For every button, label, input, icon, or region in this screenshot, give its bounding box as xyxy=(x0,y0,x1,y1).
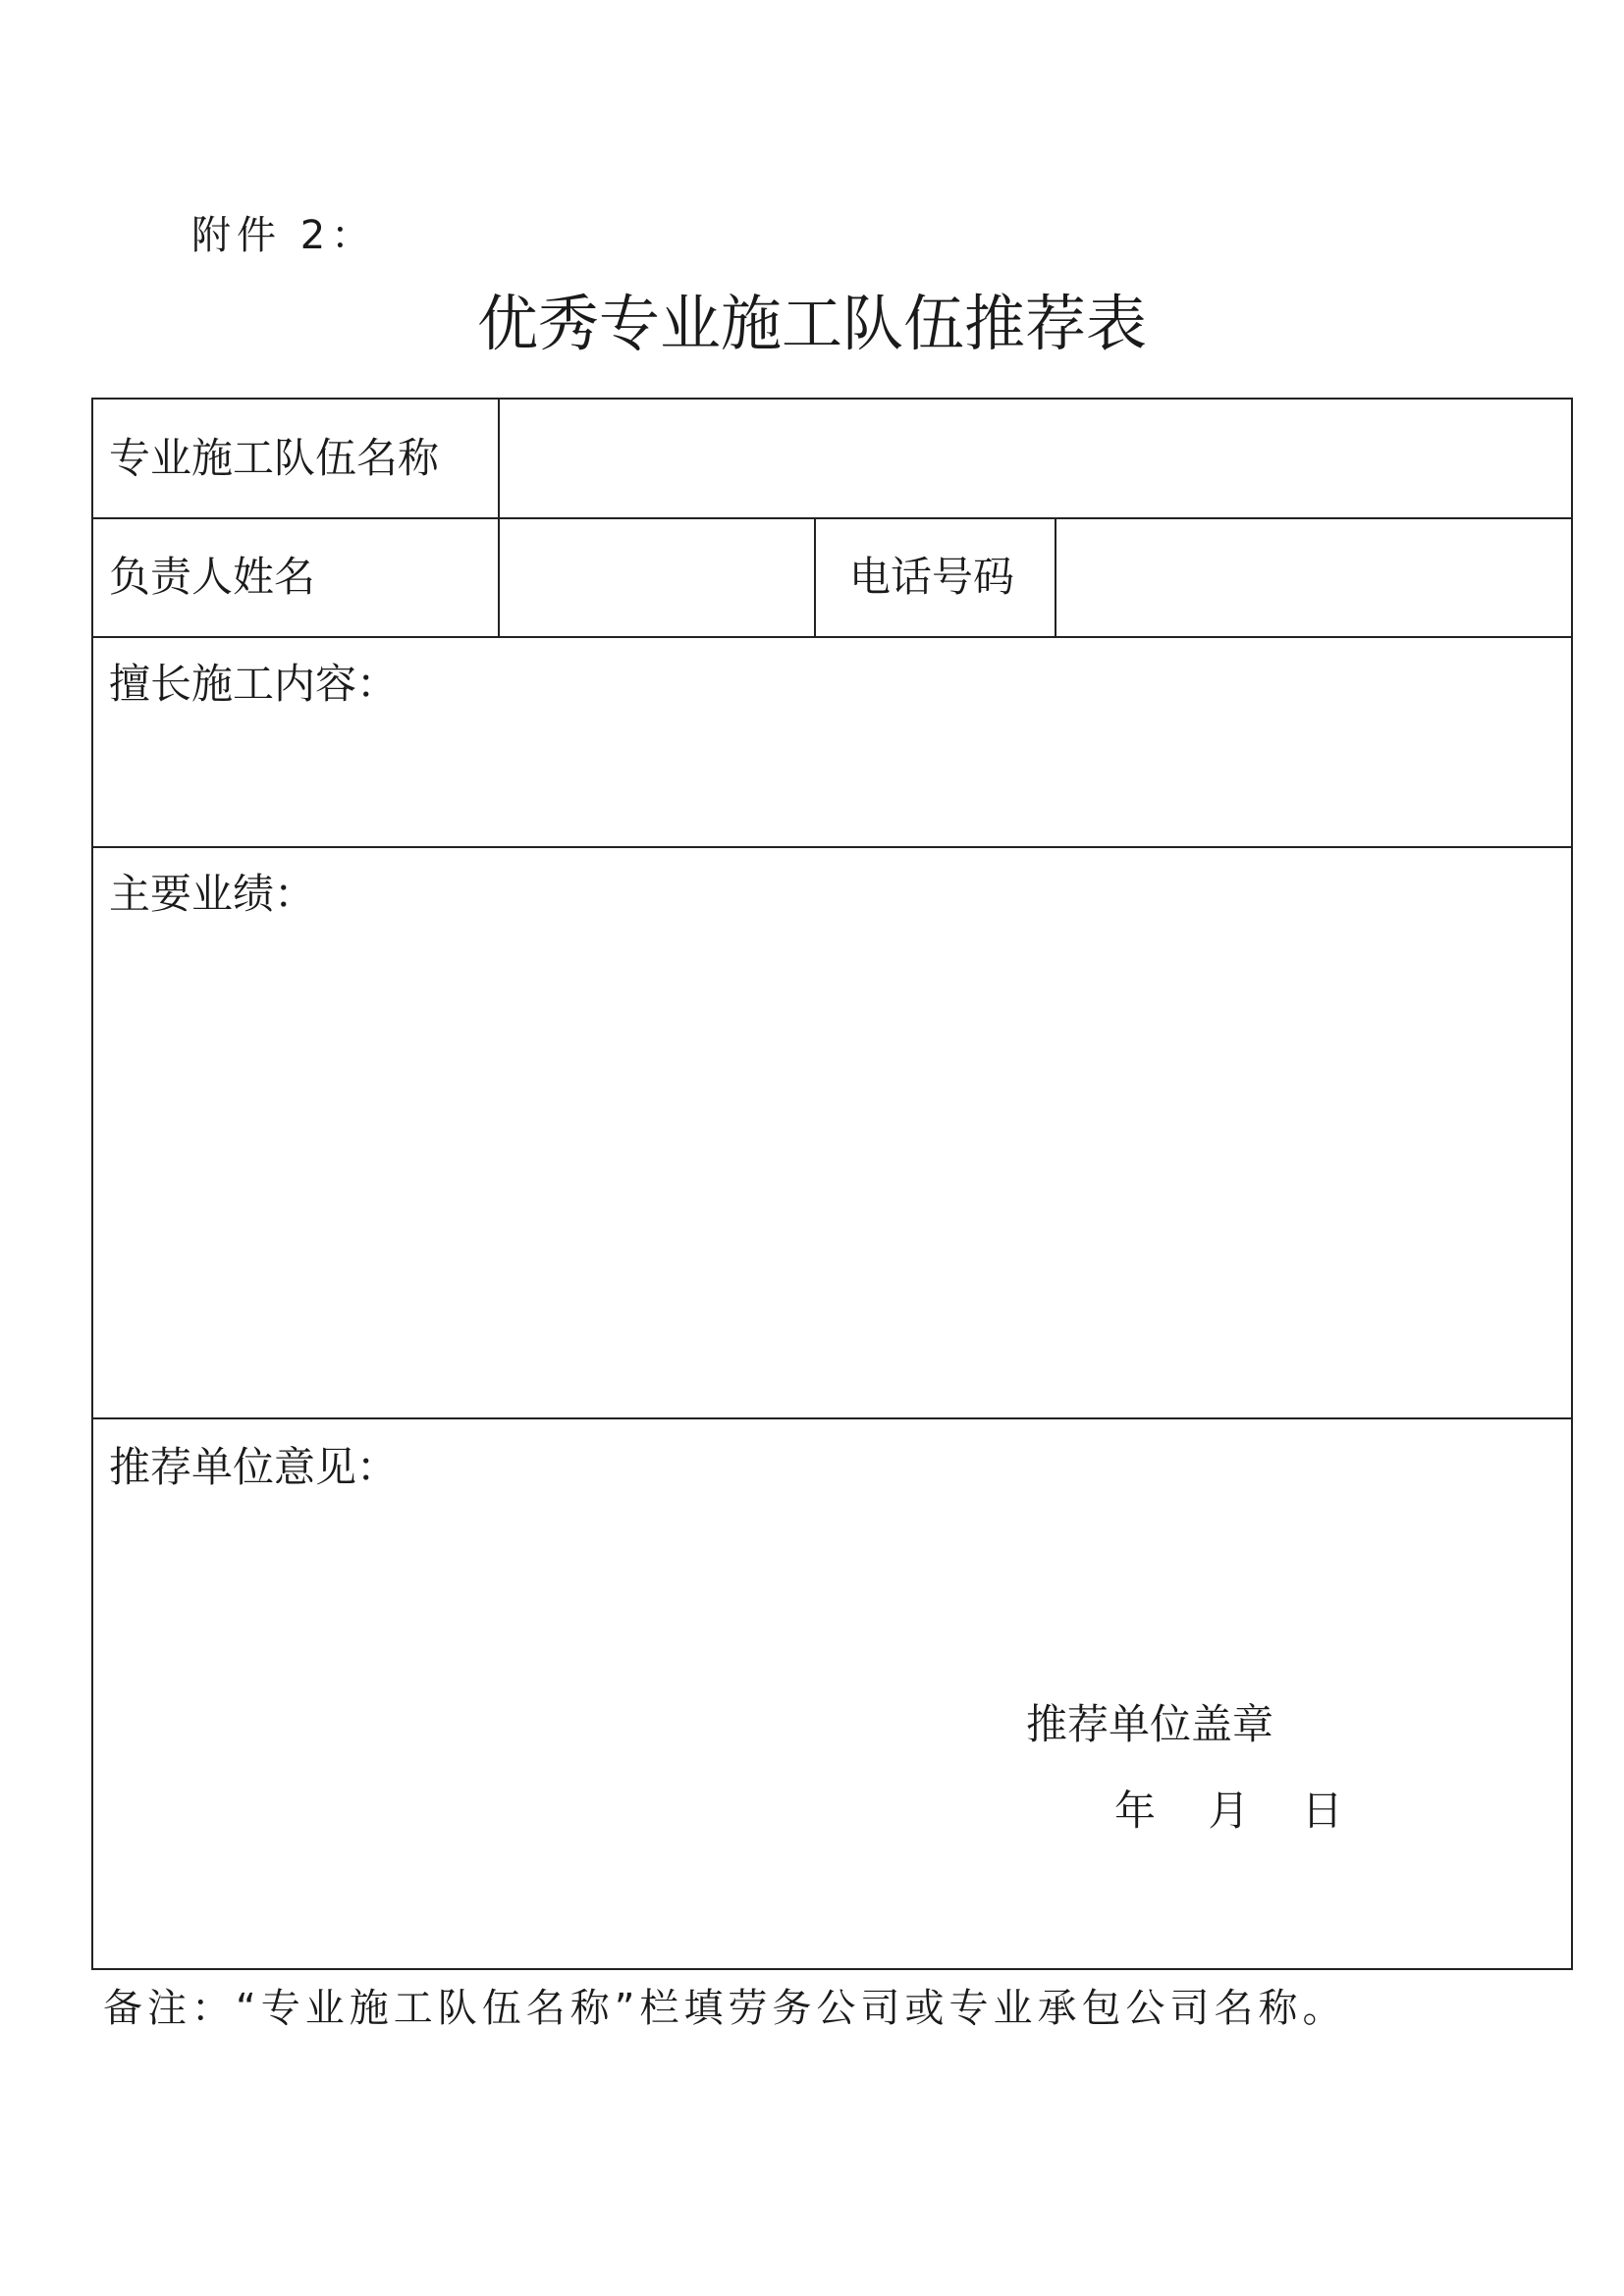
specialty-field[interactable] xyxy=(93,723,1571,846)
leader-name-field[interactable] xyxy=(500,519,814,636)
specialty-label: 擅长施工内容： xyxy=(109,660,399,708)
attachment-label: 附件 2： xyxy=(191,213,377,258)
row-divider xyxy=(93,846,1571,848)
recommendation-form xyxy=(91,398,1573,1970)
seal-label: 推荐单位盖章 xyxy=(1026,1700,1274,1748)
opinion-field[interactable] xyxy=(93,1504,1571,2054)
leader-name-label: 负责人姓名 xyxy=(109,553,316,601)
team-name-field[interactable] xyxy=(500,400,1571,517)
achievements-label: 主要业绩： xyxy=(109,870,316,918)
column-divider xyxy=(814,517,816,636)
phone-field[interactable] xyxy=(1056,519,1571,636)
page-title: 优秀专业施工队伍推荐表 xyxy=(476,288,1147,359)
achievements-field[interactable] xyxy=(93,934,1571,1417)
row-divider xyxy=(93,1417,1571,1419)
opinion-label: 推荐单位意见： xyxy=(109,1443,399,1491)
footnote: 备注：“专业施工队伍名称”栏填劳务公司或专业承包公司名称。 xyxy=(103,1986,1347,2031)
date-line: 年 月 日 xyxy=(1114,1787,1343,1835)
team-name-label: 专业施工队伍名称 xyxy=(109,434,440,482)
row-divider xyxy=(93,636,1571,638)
phone-label: 电话号码 xyxy=(849,553,1015,601)
